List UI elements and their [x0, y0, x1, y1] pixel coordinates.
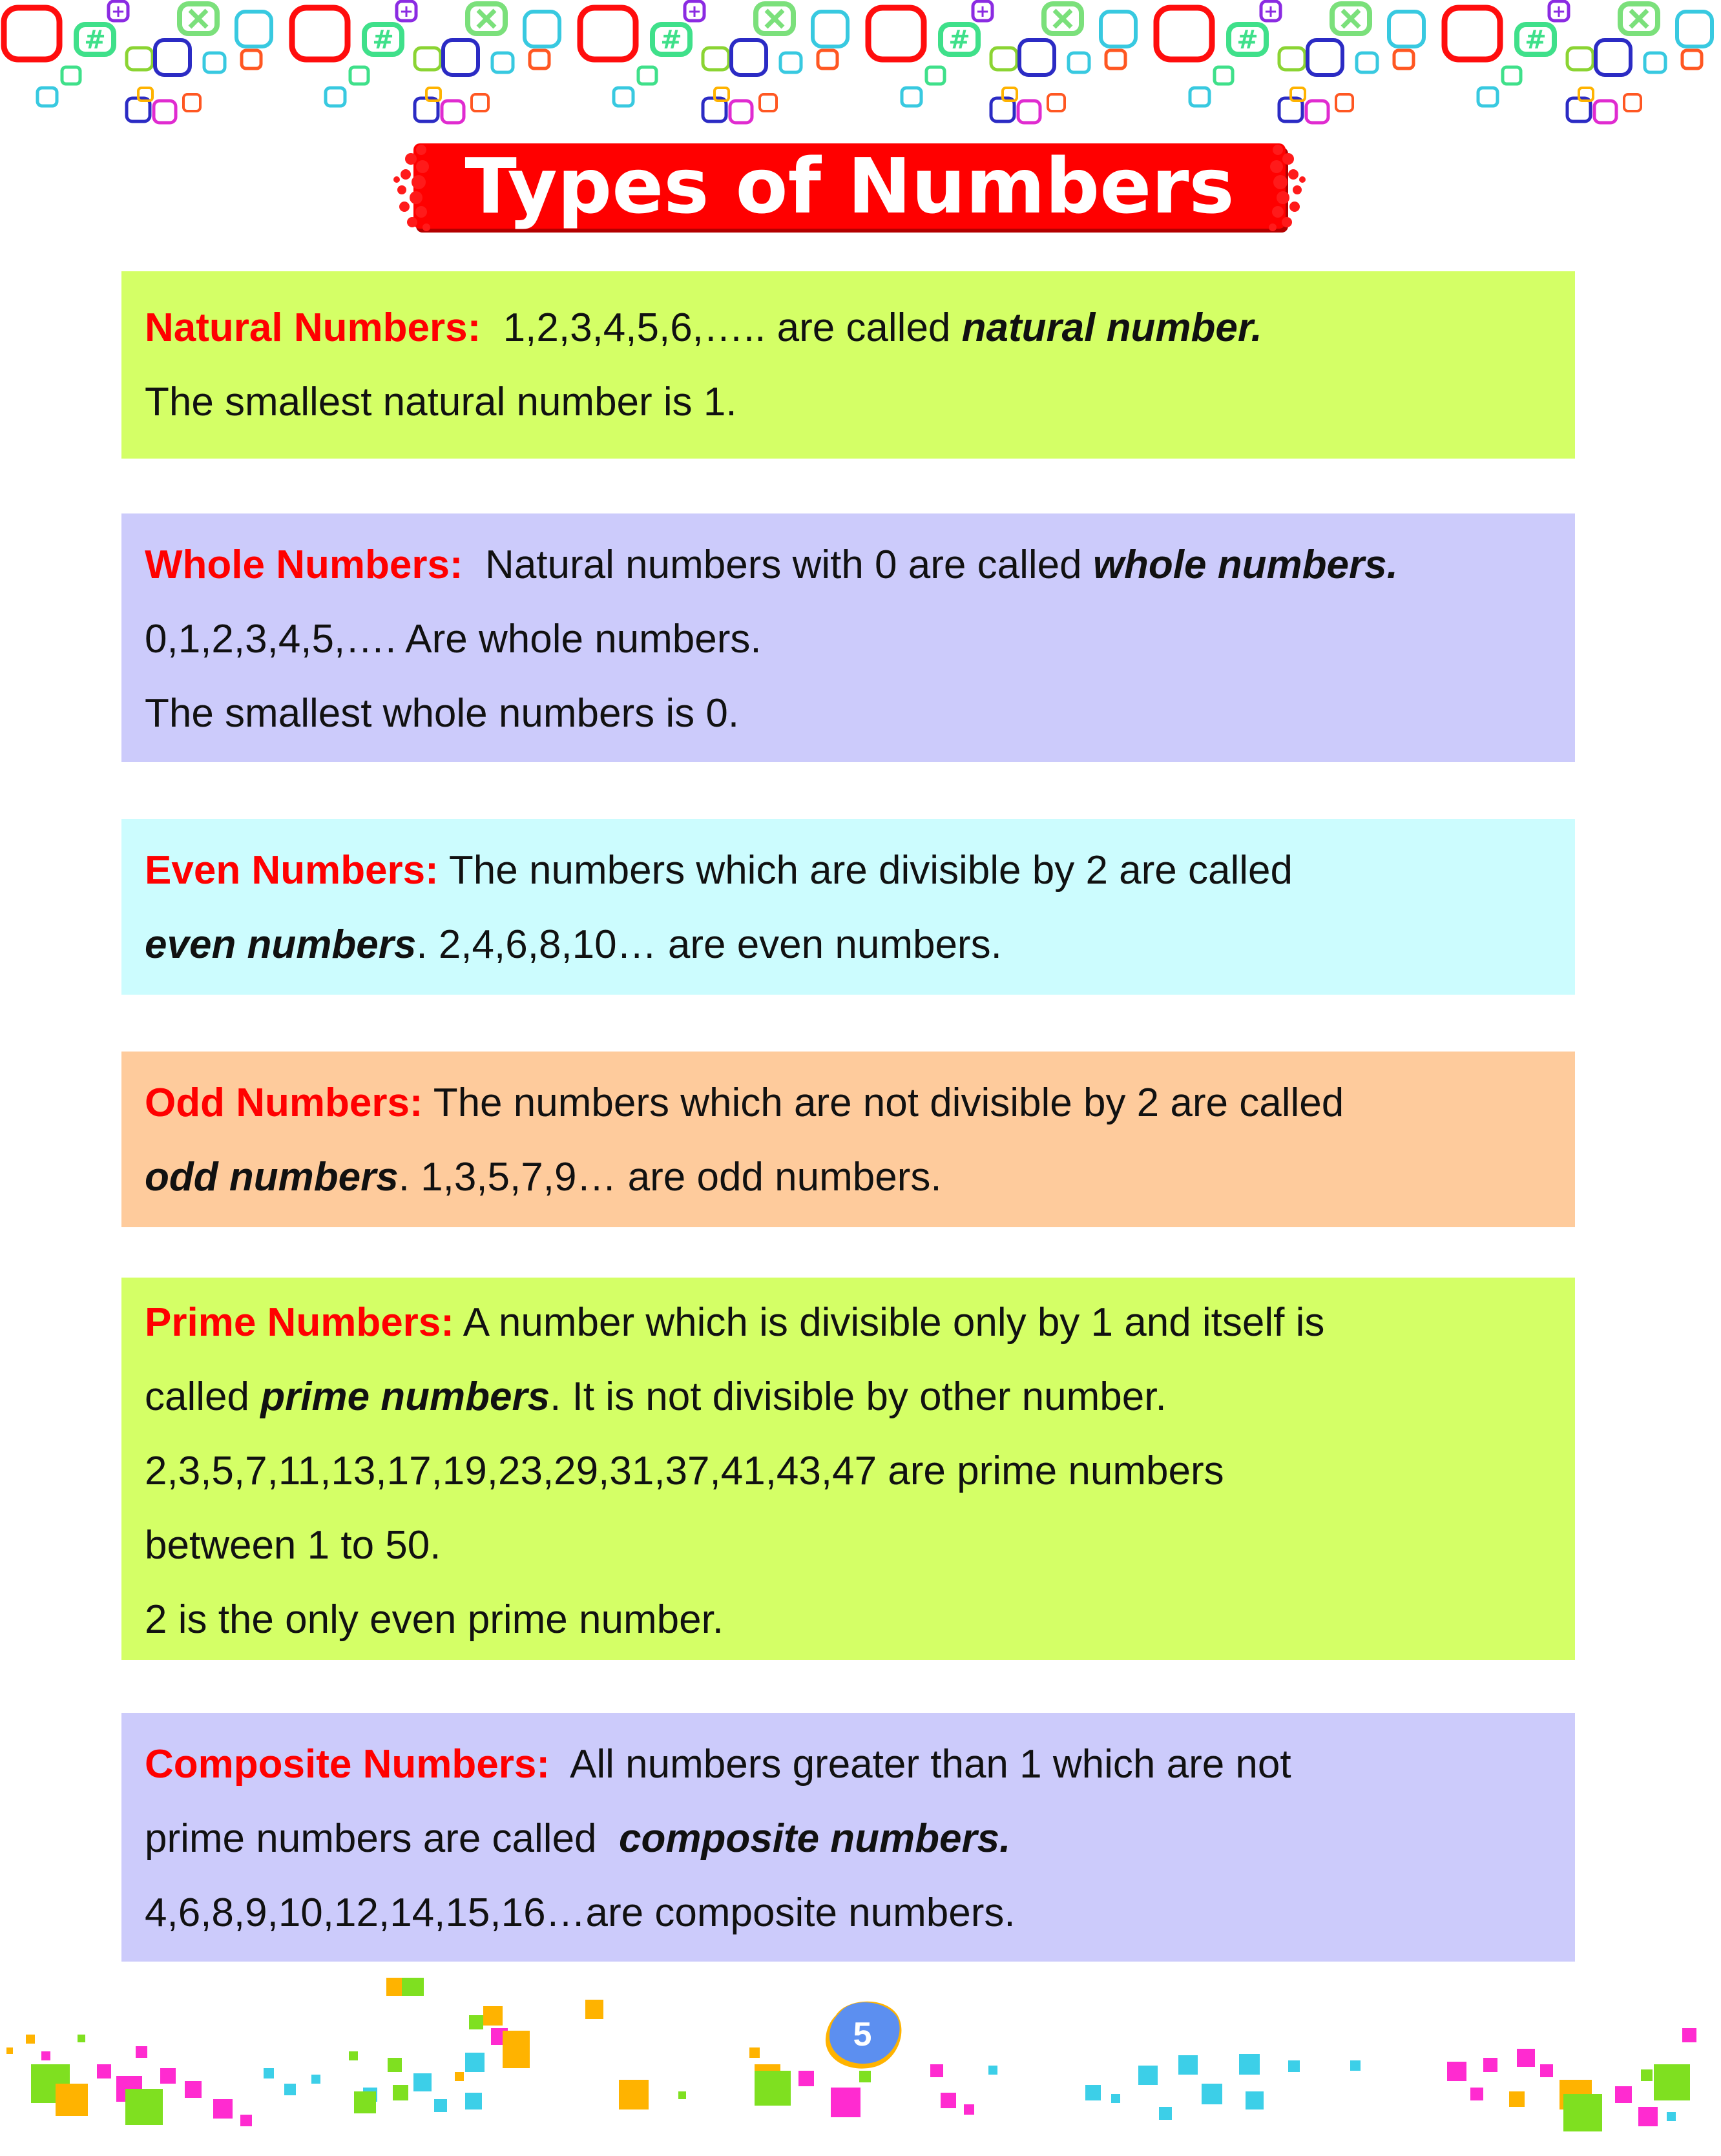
- odd-emphasis: odd numbers: [145, 1155, 399, 1199]
- even-line-1-text: The numbers which are divisible by 2 are called: [438, 848, 1293, 893]
- even-line-2-text: . 2,4,6,8,10… are even numbers.: [416, 922, 1002, 967]
- prime-numbers-card: [121, 1278, 1575, 1660]
- prime-line-3: 2,3,5,7,11,13,17,19,23,29,31,37,41,43,47 are prime numbers: [145, 1449, 1224, 1493]
- odd-line-2-text: . 1,3,5,7,9… are odd numbers.: [398, 1155, 942, 1199]
- prime-line-5: 2 is the only even prime number.: [145, 1597, 724, 1642]
- prime-line-2: [145, 1360, 1575, 1434]
- prime-line-1: [145, 1285, 1575, 1360]
- prime-line-4: between 1 to 50.: [145, 1523, 441, 1568]
- page-number-badge: [820, 1996, 904, 2073]
- odd-line-1: [145, 1066, 1575, 1140]
- even-line-1: [145, 833, 1575, 907]
- natural-line-1: [145, 291, 1575, 365]
- odd-line-1-text: The numbers which are not divisible by 2 are called: [422, 1081, 1344, 1125]
- natural-emphasis: natural number.: [961, 306, 1262, 350]
- natural-term: Natural Numbers:: [145, 306, 481, 350]
- whole-line-2: 0,1,2,3,4,5,…. Are whole numbers.: [145, 617, 762, 661]
- whole-term: Whole Numbers:: [145, 543, 463, 587]
- whole-line-1-text: Natural numbers with 0 are called: [463, 543, 1093, 587]
- whole-numbers-card: [121, 513, 1575, 762]
- prime-line-1-text: A number which is divisible only by 1 and itself is: [454, 1300, 1325, 1345]
- even-term: Even Numbers:: [145, 848, 439, 893]
- even-emphasis: even numbers: [145, 922, 417, 967]
- composite-emphasis: composite numbers.: [618, 1816, 1011, 1861]
- odd-line-2: [145, 1140, 1575, 1214]
- composite-numbers-card: [121, 1713, 1575, 1962]
- whole-line-1: [145, 528, 1575, 602]
- even-line-2: [145, 907, 1575, 982]
- prime-line-2-text: . It is not divisible by other number.: [550, 1374, 1167, 1419]
- natural-numbers-card: [121, 271, 1575, 459]
- prime-emphasis: prime numbers: [260, 1374, 550, 1419]
- prime-term: Prime Numbers:: [145, 1300, 454, 1345]
- title-banner: [388, 137, 1311, 235]
- natural-line-1-text: 1,2,3,4,5,6,….. are called: [481, 306, 962, 350]
- composite-line-2: [145, 1801, 1575, 1876]
- prime-line-2-pre: called: [145, 1374, 261, 1419]
- composite-term: Composite Numbers:: [145, 1742, 550, 1787]
- page-title: Types of Numbers: [464, 141, 1235, 231]
- composite-line-2-pre: prime numbers are called: [145, 1816, 619, 1861]
- natural-line-2: The smallest natural number is 1.: [145, 380, 737, 424]
- whole-emphasis: whole numbers.: [1092, 543, 1398, 587]
- even-numbers-card: [121, 819, 1575, 995]
- top-decorative-border: [0, 0, 1721, 136]
- odd-numbers-card: [121, 1052, 1575, 1227]
- composite-line-1: [145, 1727, 1575, 1801]
- whole-line-3: The smallest whole numbers is 0.: [145, 691, 740, 736]
- page-number: 5: [853, 2016, 872, 2053]
- composite-line-3: 4,6,8,9,10,12,14,15,16…are composite numbers.: [145, 1891, 1016, 1935]
- composite-line-1-text: All numbers greater than 1 which are not: [549, 1742, 1291, 1787]
- odd-term: Odd Numbers:: [145, 1081, 423, 1125]
